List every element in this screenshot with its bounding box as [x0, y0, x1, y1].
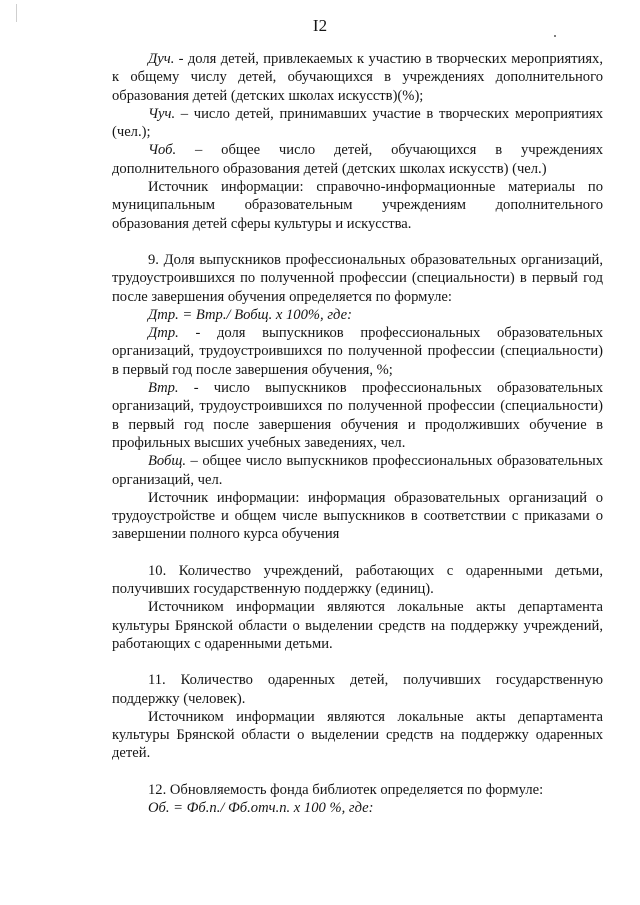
paragraph-gap [112, 233, 603, 251]
paragraph-gap [112, 653, 603, 671]
definition-chob: Чоб. – общее число детей, обучающихся в учреждениях дополнительного образования детей (детских школах искусств) (чел.) [112, 142, 603, 177]
formula-dtr: Дтр. = Втр./ Вобщ. х 100%, где: [148, 306, 352, 323]
variable-duch: Дуч. [148, 51, 175, 67]
item-12-heading: 12. Обновляемость фонда библиотек определяется по формуле: [148, 781, 544, 798]
item-11-heading: 11. Количество одаренных детей, получивших государственную поддержку (человек). [112, 672, 603, 707]
variable-vobsh: Вобщ. [148, 453, 187, 470]
definition-duch: Дуч. - доля детей, привлекаемых к участию в творческих мероприятиях, к общему числу детей, обучающихся в учреждениях дополнительного образования детей (детских школах искусств)(%); [112, 51, 603, 104]
document-body [112, 50, 603, 817]
source-paragraph-11: Источником информации являются локальные акты департамента культуры Брянской области о выделении средств на поддержку одаренных детей. [112, 708, 603, 762]
variable-chuch: Чуч. [148, 105, 176, 122]
definition-vobsh: Вобщ. – общее число выпускников профессиональных образовательных организаций, чел. [112, 453, 603, 488]
source-paragraph-9: Источник информации: информация образовательных организаций о трудоустройстве и общем числе выпускников в соответствии с приказами о завершении полного курса обучения [112, 489, 603, 543]
variable-dtr: Дтр. [148, 325, 179, 342]
item-9-heading: 9. Доля выпускников профессиональных образовательных организаций, трудоустроившихся по полученной профессии (специальности) в первый год после завершения обучения определяется по формуле: [112, 251, 603, 305]
source-paragraph-10: Источником информации являются локальные акты департамента культуры Брянской области о выделении средств на поддержку учреждений, работающих с одаренными детьми. [112, 599, 603, 652]
paragraph-gap [112, 544, 603, 562]
definition-vtr: Втр. - число выпускников профессиональных образовательных организаций, трудоустроившихся по полученной профессии (специальности) в первый год после завершения обучения и продолживших обучение в профильных высших учебных заведениях, чел. [112, 380, 603, 451]
definition-dtr: Дтр. - доля выпускников профессиональных образовательных организаций, трудоустроившихся по полученной профессии (специальности) в первый год после завершения обучения, %; [112, 325, 603, 378]
definition-chuch: Чуч. – число детей, принимавших участие в творческих мероприятиях (чел.); [112, 105, 603, 141]
variable-vtr: Втр. [148, 380, 179, 397]
variable-chob: Чоб. [148, 142, 177, 159]
page-number: I2 [312, 16, 328, 35]
paragraph-gap [112, 763, 603, 781]
source-paragraph-1: Источник информации: справочно-информационные материалы по муниципальным образовательным учреждениям дополнительного образования детей сферы культуры и искусства. [112, 179, 603, 232]
item-10-heading: 10. Количество учреждений, работающих с одаренными детьми, получивших государственную поддержку (единиц). [112, 562, 603, 598]
formula-ob: Об. = Фб.п./ Фб.отч.п. х 100 %, где: [148, 799, 374, 816]
